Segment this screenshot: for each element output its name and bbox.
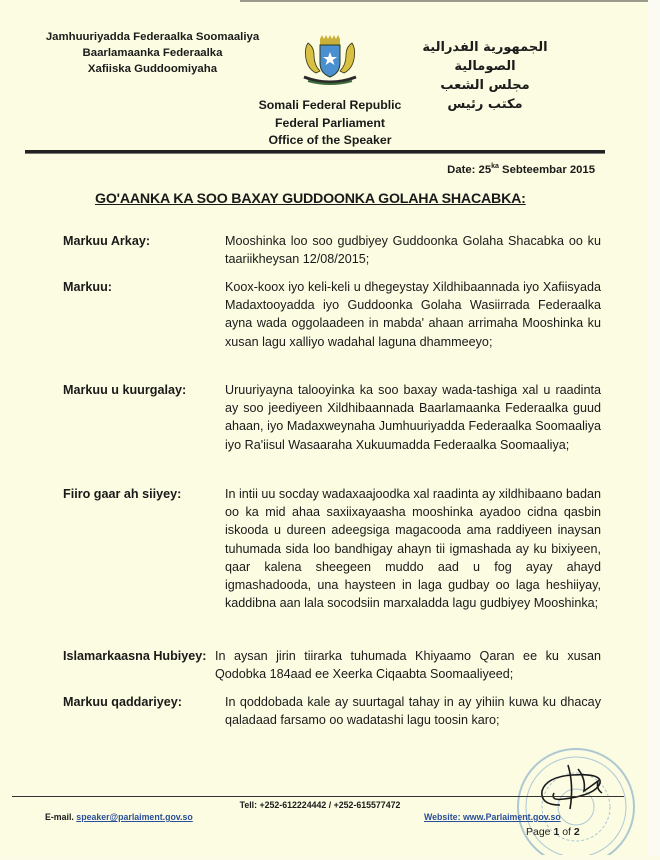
letterhead-arabic-line: مكتب رئيس [447, 97, 523, 112]
clause-label: Markuu: [63, 280, 112, 294]
clause-text: In intii uu socday wadaxaajoodka xal raadinta ay xildhibaano badan oo ka mid ahaa saxiixayaasha mooshinka ayadoo cidna qasbin iskooda u dureen adeegsiga magacooda ama raddiyeen inaysan tuhumada sida loo bandhigay ahayn tii igmashada ay ku bixiyeen, qaar kalena sheegeen muddo aad u fog ayay ahayd igmashadooda, una haysteen in laga gudbay oo laga heshiiyay, kaddibna aan lala socodsiin marxaladda lagu gudbiyey Mooshinka; [225, 487, 601, 611]
footer-divider [12, 796, 624, 797]
page-total: 2 [573, 826, 580, 838]
letterhead-somali [45, 29, 260, 77]
letterhead-english-line: Federal Parliament [274, 115, 386, 130]
clause-label: Islamarkaasna Hubiyey: [63, 649, 207, 663]
letterhead-arabic-line: مجلس الشعب [440, 78, 530, 93]
somalia-coat-of-arms-icon [290, 33, 370, 89]
clause-label: Markuu Arkay: [63, 234, 151, 248]
document-date [400, 163, 595, 176]
page-number [526, 826, 580, 838]
date-suffix: ka [491, 163, 499, 170]
letterhead-english [220, 97, 440, 150]
footer-email [45, 812, 193, 822]
clause-text: In aysan jirin tiirarka tuhumada Khiyaamo Qaran ee ku xusan Qodobka 184aad ee Xeerka Ciqaabta Soomaaliyeed; [215, 649, 601, 682]
email-label: E-mail. [45, 812, 77, 822]
page-of: of [559, 826, 574, 838]
footer-telephone: Tell: +252-612224442 / +252-615577472 [239, 800, 401, 810]
document-title: GO'AANKA KA SOO BAXAY GUDDOONKA GOLAHA SHACABKA: [95, 191, 526, 207]
clause-text: Uruuriyayna talooyinka ka soo baxay wada-tashiga xal u raadinta ay soo jeediyeen Xildhibaannada Baarlamaanka Federaalka guud ahaan, iyo Madaxweynaha Jumhuuriyadda Federaalka Soomaaliya iyo Ra'iisul Wasaaraha Xukuumadda Federaalka Soomaaliya; [225, 383, 601, 452]
scan-edge [648, 0, 660, 856]
clause-label: Markuu qaddariyey: [63, 695, 182, 709]
clause-text: In qoddobada kale ay suurtagal tahay in ay yihiin kuwa ku dhacay qaladaad farsamo oo wadatashi lagu toosin karo; [225, 695, 601, 728]
clause-text: Koox-koox iyo keli-keli u dhegeystay Xildhibaannada iyo Xafiisyada Madaxtooyadda iyo Guddoonka Golaha Wasiirrada Federaalka ayna wada oggolaadeen in mabda' ahaan arrimaha Mooshinka ku xusan lagu xalliyo wadahal laguna dhammeeyo; [225, 280, 601, 349]
page-current: 1 [553, 826, 560, 838]
website-link[interactable]: Website: www.Parlaiment.gov.so [424, 812, 561, 822]
scan-top-edge [240, 0, 648, 2]
header-divider [25, 150, 605, 154]
letterhead-somali-line: Jamhuuriyadda Federaalka Soomaaliya [45, 31, 260, 43]
email-link[interactable]: speaker@parlaiment.gov.so [76, 812, 193, 822]
page-prefix: Page [526, 826, 554, 838]
letterhead-arabic-line: الجمهورية الفدرالية الصومالية [422, 40, 548, 74]
letterhead-somali-line: Baarlamaanka Federaalka [82, 47, 223, 59]
date-rest: Sebteembar 2015 [498, 163, 595, 176]
clause-text: Mooshinka loo soo gudbiyey Guddoonka Golaha Shacabka oo ku taariikheysan 12/08/2015; [225, 234, 601, 267]
letterhead-somali-line: Xafiiska Guddoomiyaha [87, 63, 218, 75]
letterhead-english-line: Office of the Speaker [268, 133, 392, 147]
letterhead-english-line: Somali Federal Republic [258, 98, 402, 112]
date-prefix: Date: 25 [447, 163, 492, 176]
clause-label: Fiiro gaar ah siiyey: [63, 487, 182, 501]
clause-label: Markuu u kuurgalay: [63, 383, 187, 397]
